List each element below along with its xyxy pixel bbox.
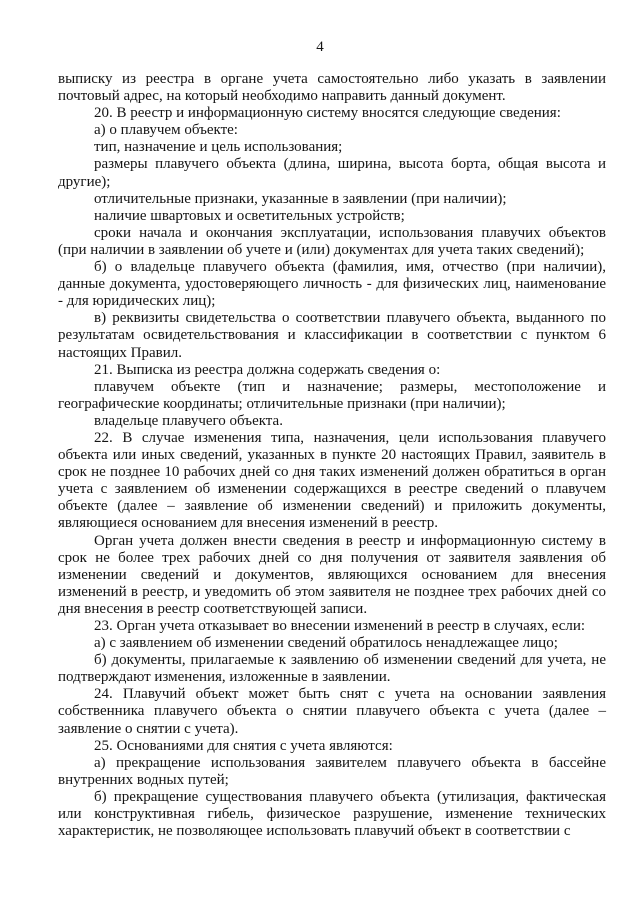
paragraph: б) документы, прилагаемые к заявлению об изменении сведений для учета, не подтверждают изменения, изложенные в заявлении.: [58, 652, 606, 686]
paragraph: а) о плавучем объекте:: [94, 122, 238, 139]
paragraph: в) реквизиты свидетельства о соответствии плавучего объекта, выданного по результатам освидетельствования и классификации в соответствии с пунктом 6 настоящих Правил.: [58, 310, 606, 361]
paragraph: 25. Основаниями для снятия с учета являются:: [94, 737, 393, 754]
paragraph: а) прекращение использования заявителем плавучего объекта в бассейне внутренних водных путей;: [58, 754, 606, 788]
paragraph: б) о владельце плавучего объекта (фамилия, имя, отчество (при наличии), данные документа, удостоверяющего личность - для физических лиц, наименование - для юридических лиц);: [58, 259, 606, 310]
paragraph: наличие швартовых и осветительных устройств;: [94, 207, 405, 224]
paragraph: 21. Выписка из реестра должна содержать сведения о:: [94, 361, 441, 378]
page-number: 4: [316, 39, 324, 55]
paragraph: 23. Орган учета отказывает во внесении изменений в реестр в случаях, если:: [94, 618, 586, 634]
paragraph: отличительные признаки, указанные в заявлении (при наличии);: [94, 190, 507, 207]
paragraph: Орган учета должен внести сведения в реестр и информационную систему в срок не более трех рабочих дней со дня получения от заявителя заявления об изменении сведений и документов, являющихся основанием для внесения изменений в реестр, и уведомить об этом заявителя не позднее трех рабочих дней со дня внесения в реестр соответствующей записи.: [58, 532, 606, 617]
paragraph: владельце плавучего объекта.: [94, 412, 283, 429]
paragraph: тип, назначение и цель использования;: [94, 139, 343, 156]
paragraph: 24. Плавучий объект может быть снят с учета на основании заявления собственника плавучего объекта о снятии плавучего объекта с учета (далее – заявление о снятии с учета).: [58, 686, 606, 737]
paragraph: сроки начала и окончания эксплуатации, использования плавучих объектов (при наличии в заявлении об учете и (или) документах для учета таких сведений);: [58, 224, 606, 258]
document-body: [58, 71, 606, 840]
paragraph: 20. В реестр и информационную систему вносятся следующие сведения:: [94, 105, 561, 122]
paragraph: а) с заявлением об изменении сведений обратилось ненадлежащее лицо;: [94, 635, 558, 652]
paragraph: б) прекращение существования плавучего объекта (утилизация, фактическая или конструктивная гибель, физическое разрушение, изменение технических характеристик, не позволяющее использовать плавучий объект в соответствии с: [58, 788, 606, 840]
paragraph: 22. В случае изменения типа, назначения, цели использования плавучего объекта или иных сведений, указанных в пункте 20 настоящих Правил, заявитель в срок не позднее 10 рабочих дней со дня таких изменений должен обратиться в орган учета с заявлением об изменении содержащихся в реестре сведений о плавучем объекте (далее – заявление об изменении сведений) и приложить документы, являющиеся основанием для внесения изменений в реестр.: [58, 429, 606, 532]
paragraph: выписку из реестра в органе учета самостоятельно либо указать в заявлении почтовый адрес, на который необходимо направить данный документ.: [58, 71, 606, 105]
paragraph: плавучем объекте (тип и назначение; размеры, местоположение и географические координаты; отличительные признаки (при наличии);: [58, 378, 606, 412]
paragraph: размеры плавучего объекта (длина, ширина, высота борта, общая высота и другие);: [58, 156, 606, 190]
